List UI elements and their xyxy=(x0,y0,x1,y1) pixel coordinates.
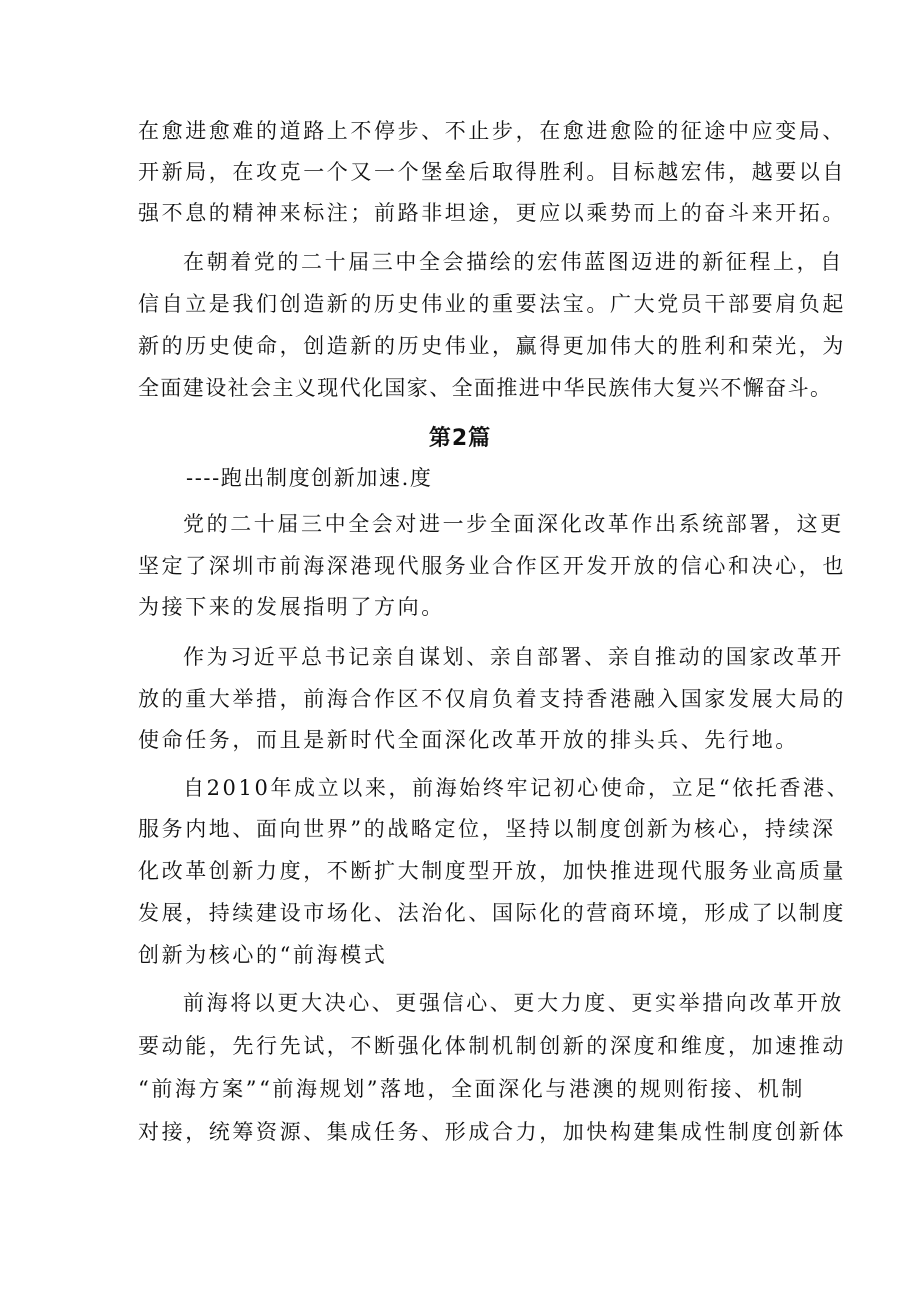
paragraph-2-line-2: 信自立是我们创造新的历史伟业的重要法宝。广大党员干部要肩负起 xyxy=(138,292,846,316)
subtitle: ----跑出制度创新加速.度 xyxy=(186,466,433,490)
paragraph-5-line-5: 创新为核心的“前海模式 xyxy=(138,943,388,967)
paragraph-5-line-1: 自2010年成立以来，前海始终牢记初心使命，立足“依托香港、 xyxy=(183,776,851,800)
paragraph-5-line-2: 服务内地、面向世界”的战略定位，坚持以制度创新为核心，持续深 xyxy=(138,817,836,841)
paragraph-2-line-4: 全面建设社会主义现代化国家、全面推进中华民族伟大复兴不懈奋斗。 xyxy=(138,376,833,400)
section-heading: 第2篇 xyxy=(428,426,492,451)
paragraph-2-line-3: 新的历史使命，创造新的历史伟业，赢得更加伟大的胜利和荣光，为 xyxy=(138,334,846,358)
paragraph-6-line-2: 要动能，先行先试，不断强化体制机制创新的深度和维度，加速推动 xyxy=(138,1034,846,1058)
paragraph-3-line-2: 坚定了深圳市前海深港现代服务业合作区开发开放的信心和决心，也 xyxy=(138,554,846,578)
paragraph-6-line-3: “前海方案”“前海规划”落地，全面深化与港澳的规则衔接、机制 xyxy=(138,1077,805,1101)
paragraph-6-line-1: 前海将以更大决心、更强信心、更大力度、更实举措向改革开放 xyxy=(183,991,844,1015)
paragraph-4-line-2: 放的重大举措，前海合作区不仅肩负着支持香港融入国家发展大局的 xyxy=(138,687,846,711)
paragraph-3-line-1: 党的二十届三中全会对进一步全面深化改革作出系统部署，这更 xyxy=(183,512,844,536)
paragraph-4-line-1: 作为习近平总书记亲自谋划、亲自部署、亲自推动的国家改革开 xyxy=(183,645,844,669)
paragraph-1-line-3: 强不息的精神来标注；前路非坦途，更应以乘势而上的奋斗来开拓。 xyxy=(138,201,846,225)
paragraph-4-line-3: 使命任务，而且是新时代全面深化改革开放的排头兵、先行地。 xyxy=(138,728,799,752)
paragraph-5-line-3: 化改革创新力度，不断扩大制度型开放，加快推进现代服务业高质量 xyxy=(138,859,846,883)
paragraph-6-line-4: 对接，统筹资源、集成任务、形成合力，加快构建集成性制度创新体 xyxy=(138,1120,846,1144)
paragraph-3-line-3: 为接下来的发展指明了方向。 xyxy=(138,595,445,619)
paragraph-1-line-2: 开新局，在攻克一个又一个堡垒后取得胜利。目标越宏伟，越要以自 xyxy=(138,160,846,184)
paragraph-5-line-4: 发展，持续建设市场化、法治化、国际化的营商环境，形成了以制度 xyxy=(138,901,846,925)
paragraph-1-line-1: 在愈进愈难的道路上不停步、不止步，在愈进愈险的征途中应变局、 xyxy=(138,119,846,143)
paragraph-2-line-1: 在朝着党的二十届三中全会描绘的宏伟蓝图迈进的新征程上，自 xyxy=(183,250,844,274)
